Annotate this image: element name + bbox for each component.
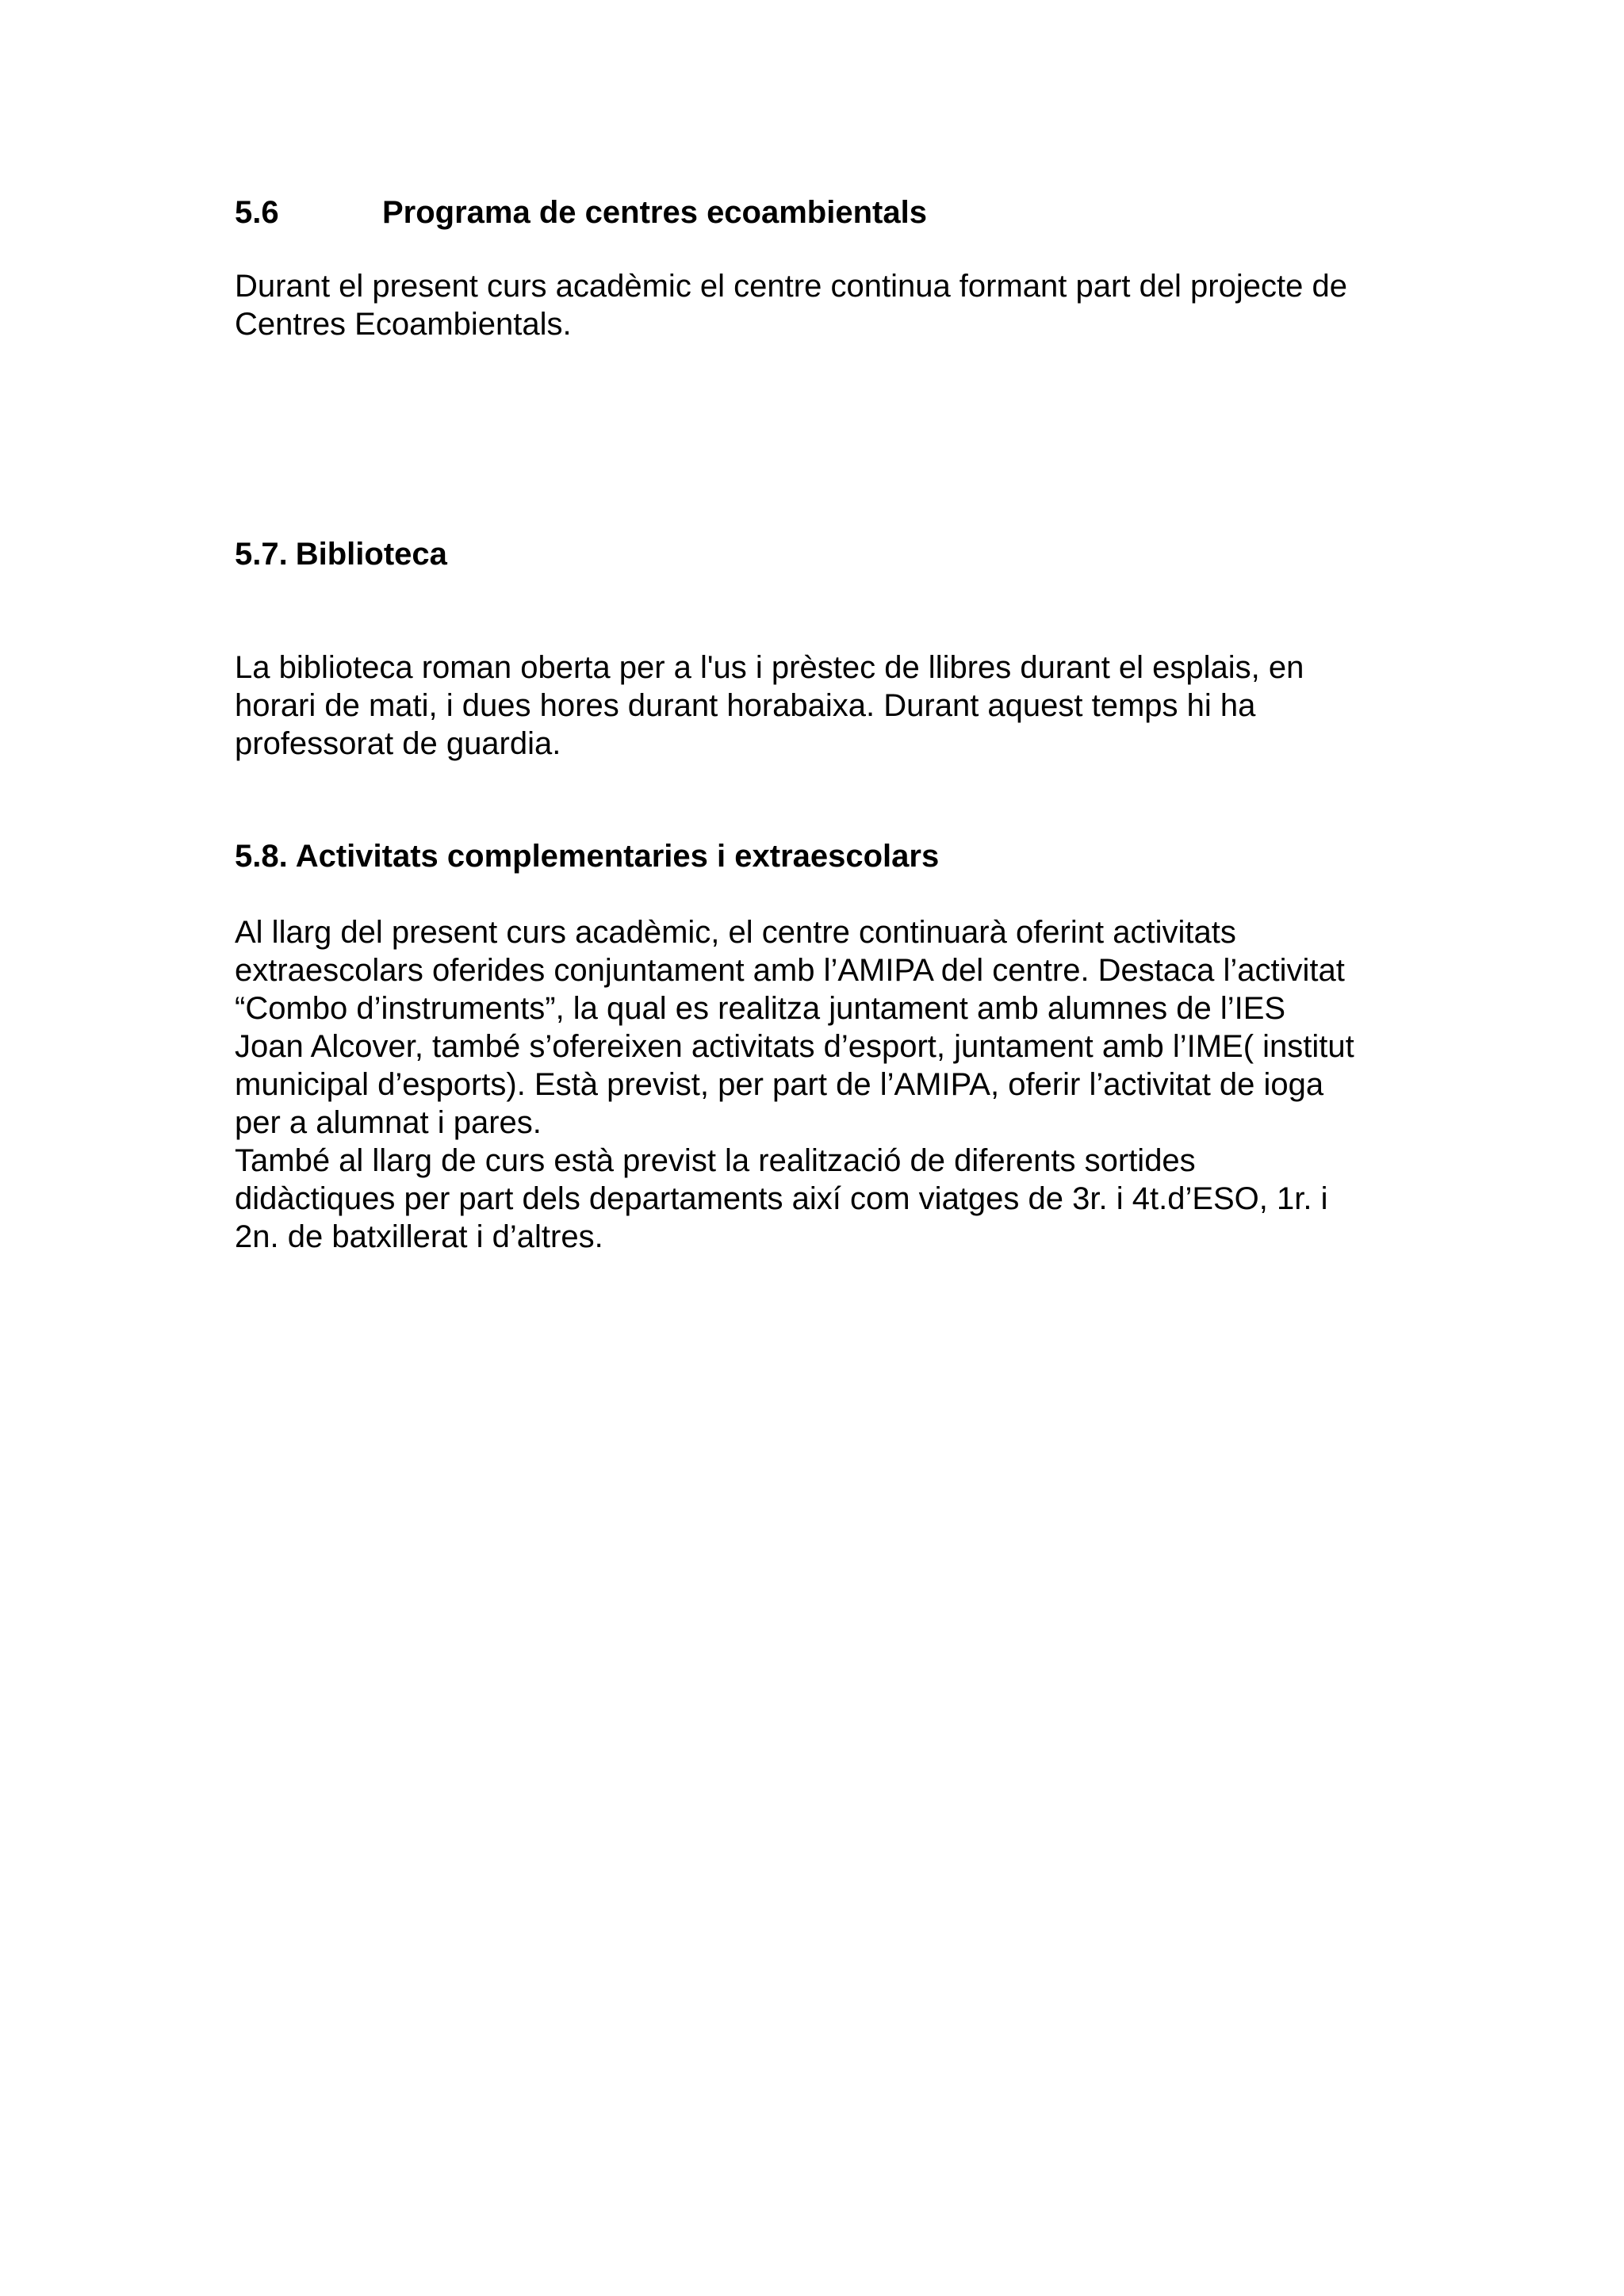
- section-title: Programa de centres ecoambientals: [382, 195, 927, 230]
- section-title: Biblioteca: [295, 537, 447, 572]
- paragraph-line: Durant el present curs acadèmic el centre continua formant part del projecte de: [235, 269, 1347, 304]
- paragraph-line: per a alumnat i pares.: [235, 1105, 542, 1140]
- paragraph-line: didàctiques per part dels departaments així com viatges de 3r. i 4t.d’ESO, 1r. i: [235, 1181, 1328, 1216]
- paragraph-line: horari de mati, i dues hores durant horabaixa. Durant aquest temps hi ha: [235, 688, 1256, 723]
- section-heading-5-6: [235, 193, 927, 232]
- section-title: Activitats complementaries i extraescolars: [295, 839, 940, 874]
- section-number: 5.8.: [235, 839, 288, 874]
- paragraph-line: professorat de guardia.: [235, 726, 561, 761]
- section-heading-5-8: [235, 837, 939, 875]
- paragraph-line: extraescolars oferides conjuntament amb l’AMIPA del centre. Destaca l’activitat: [235, 953, 1345, 988]
- section-heading-5-7: [235, 535, 447, 573]
- paragraph-line: Al llarg del present curs acadèmic, el centre continuarà oferint activitats: [235, 915, 1236, 950]
- paragraph-line: Centres Ecoambientals.: [235, 307, 572, 342]
- paragraph-line: “Combo d’instruments”, la qual es realitza juntament amb alumnes de l’IES: [235, 991, 1286, 1026]
- paragraph-line: També al llarg de curs està previst la realització de diferents sortides: [235, 1143, 1196, 1178]
- section-paragraph-5-6: [235, 267, 1424, 343]
- paragraph-line: Joan Alcover, també s’ofereixen activitats d’esport, juntament amb l’IME( institut: [235, 1029, 1354, 1064]
- paragraph-line: 2n. de batxillerat i d’altres.: [235, 1219, 603, 1254]
- section-number: 5.6: [235, 195, 279, 230]
- section-number: 5.7.: [235, 537, 288, 572]
- section-paragraph-5-7: [235, 649, 1424, 763]
- paragraph-line: municipal d’esports). Està previst, per part de l’AMIPA, oferir l’activitat de ioga: [235, 1067, 1324, 1102]
- paragraph-line: La biblioteca roman oberta per a l'us i prèstec de llibres durant el esplais, en: [235, 650, 1304, 685]
- section-paragraph-5-8: [235, 913, 1424, 1256]
